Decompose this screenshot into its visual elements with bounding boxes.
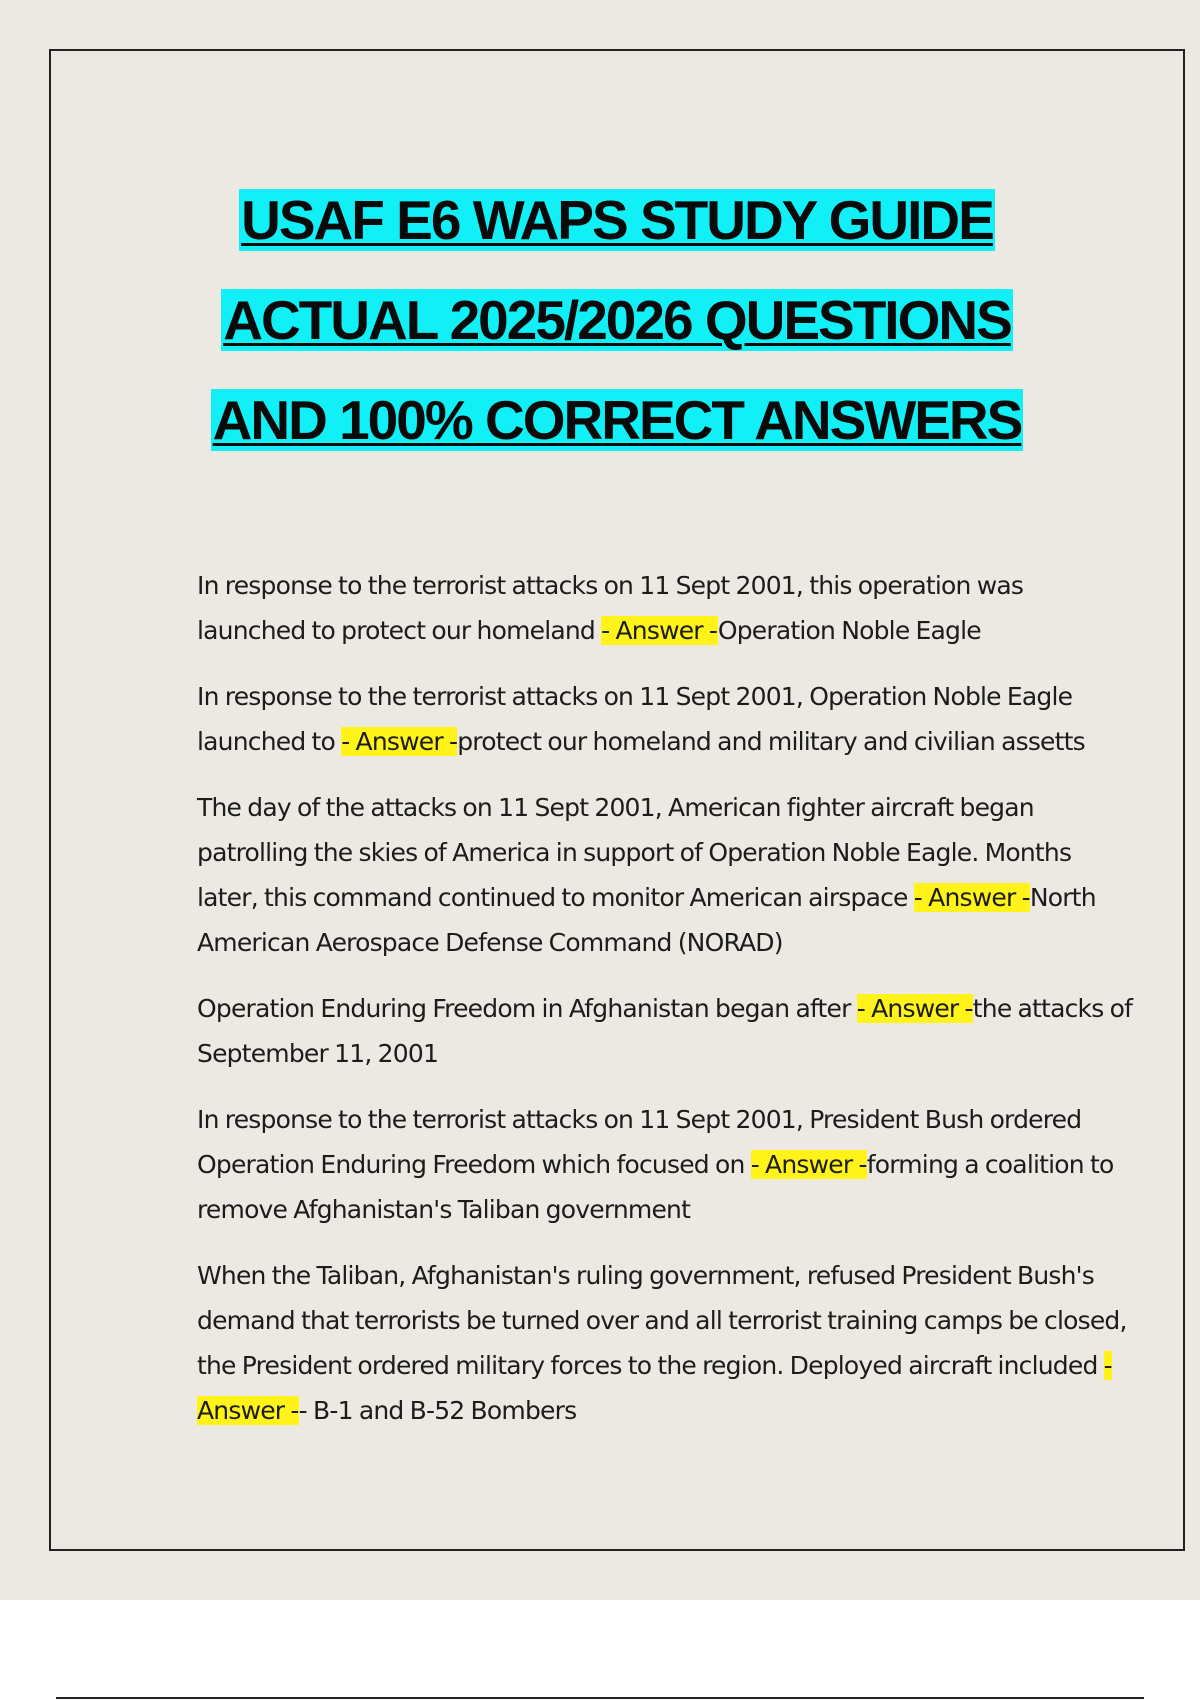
qa-item-4	[197, 986, 1137, 1076]
document-title	[51, 189, 1183, 489]
question-text: In response to the terrorist attacks on 11 Sept 2001, this operation was launched to protect our homeland	[197, 571, 1024, 645]
title-text-2: ACTUAL 2025/2026 QUESTIONS	[223, 289, 1011, 351]
title-line-2	[51, 289, 1183, 389]
answer-marker: - Answer -	[913, 883, 1030, 912]
qa-item-2	[197, 674, 1137, 764]
answer-text: North American Aerospace Defense Command (NORAD)	[197, 883, 1096, 957]
title-text-1: USAF E6 WAPS STUDY GUIDE	[241, 189, 993, 251]
qa-item-1	[197, 563, 1137, 653]
title-text-3: AND 100% CORRECT ANSWERS	[212, 389, 1022, 451]
title-line-3	[51, 389, 1183, 489]
answer-text: forming a coalition to remove Afghanistan's Taliban government	[197, 1150, 1114, 1224]
answer-marker: - Answer -	[197, 1351, 1112, 1425]
document-frame	[49, 49, 1185, 1551]
answer-marker: - Answer -	[601, 616, 718, 645]
answer-text: Operation Noble Eagle	[717, 616, 981, 645]
answer-text: the attacks of September 11, 2001	[197, 994, 1133, 1068]
answer-marker: - Answer -	[750, 1150, 867, 1179]
question-text: Operation Enduring Freedom in Afghanistan began after	[197, 994, 857, 1023]
question-text: When the Taliban, Afghanistan's ruling government, refused President Bush's demand that terrorists be turned over and all terrorist training camps be closed, the President ordered military forces to the region. Deployed aircraft included	[197, 1261, 1127, 1380]
qa-item-6	[197, 1253, 1137, 1433]
qa-item-3	[197, 785, 1137, 965]
footer-divider	[56, 1697, 1144, 1699]
answer-marker: - Answer -	[856, 994, 973, 1023]
question-text: The day of the attacks on 11 Sept 2001, American fighter aircraft began patrolling the skies of America in support of Operation Noble Eagle. Months later, this command continued to monitor American airspace	[197, 793, 1072, 912]
qa-item-5	[197, 1097, 1137, 1232]
answer-text: protect our homeland and military and civilian assetts	[457, 727, 1085, 756]
answer-marker: - Answer -	[341, 727, 458, 756]
answer-text: - B-1 and B-52 Bombers	[298, 1396, 577, 1425]
question-text: In response to the terrorist attacks on 11 Sept 2001, President Bush ordered Operation Enduring Freedom which focused on	[197, 1105, 1082, 1179]
title-line-1	[51, 189, 1183, 289]
question-text: In response to the terrorist attacks on 11 Sept 2001, Operation Noble Eagle launched to	[197, 682, 1073, 756]
qa-list	[197, 563, 1137, 1454]
